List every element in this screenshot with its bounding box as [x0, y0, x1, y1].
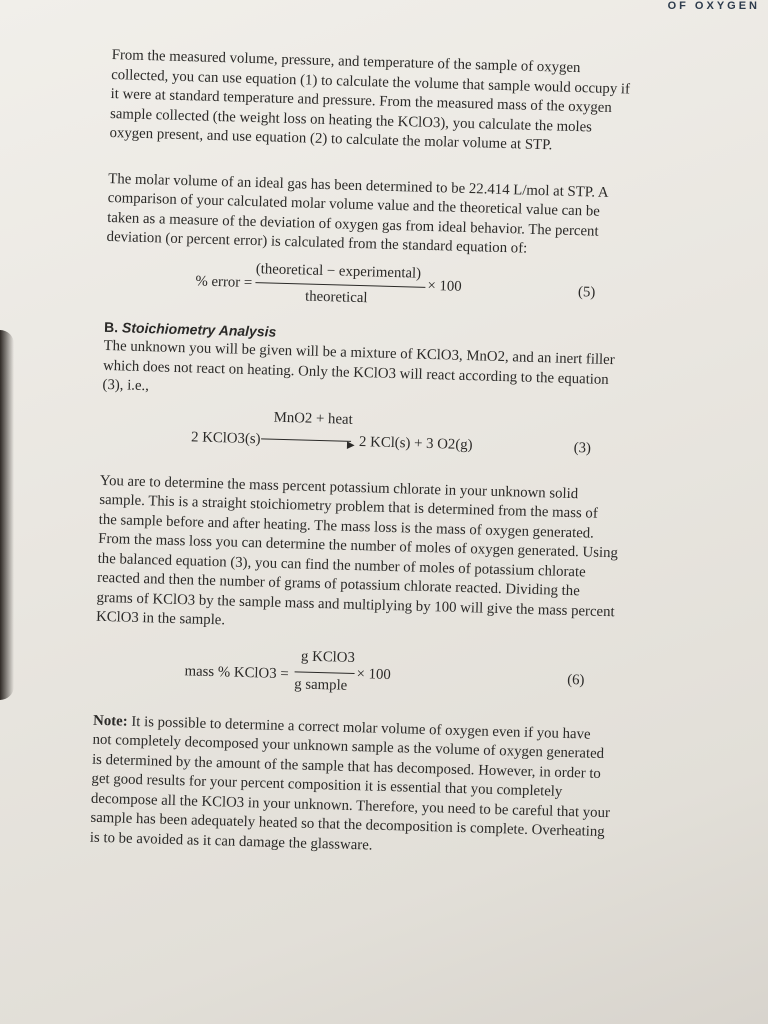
equation-mass-percent [94, 641, 615, 707]
paragraph-mass-percent: You are to determine the mass percent potassium chlorate in your unknown solid sample. This is a straight stoichiometry problem that is determined from the mass of the sample before and after heating. The mass loss is the mass of oxygen generated. From the mass loss you can determine the number of moles of oxygen generated. Using the balanced equation (3), you can find the number of moles of potassium chlorate reacted and then the number of grams of potassium chlorate reacted. Dividing the grams of KClO3 by the sample mass and multiplying by 100 will give the mass percent KClO3 in the sample. [95, 472, 619, 629]
arrowhead-icon: ▶ [346, 439, 355, 451]
equation-reaction [101, 403, 622, 467]
paragraph-unknown-mixture: The unknown you will be given will be a mixture of KClO3, MnO2, and an inert filler which does not react on heating. Only the KClO3 will react according to the equation (3), i.e., [102, 337, 615, 395]
page-edge-shadow [0, 330, 14, 700]
fraction-numerator: (theoretical − experimental) [255, 260, 422, 282]
reaction-products: 2 KCl(s) + 3 O2(g) [358, 433, 473, 453]
paragraph-stp-volume: From the measured volume, pressure, and temperature of the sample of oxygen collected, you can use equation (1) to calculate the volume that sample would occupy if it were at standard temperature and pressure. From the measured mass of the oxygen sample collected (the weight loss on heating the KClO3), you calculate the moles oxygen present, and use equation (2) to calculate the molar volume at STP. [109, 46, 631, 154]
note-text: It is possible to determine a correct molar volume of oxygen even if you have not completely decomposed your unknown sample as the volume of oxygen generated is determined by the amount of the sample that has decomposed. However, in order to get good results for your percent composition it is essential that you completely decompose all the KClO3 in your unknown. Therefore, you need to be careful that your sample has been adequately heated so that the decomposition is complete. Overheating is to be avoided as it can damage the glassware. [89, 713, 611, 854]
reaction-catalyst: MnO2 + heat [273, 409, 353, 428]
equation-number: (6) [567, 671, 585, 688]
page-body [90, 46, 632, 862]
fraction-bar [295, 671, 355, 674]
reaction-reactant: 2 KClO3(s) [190, 428, 261, 447]
note-label: Note: [92, 712, 128, 730]
section-title: Stoichiometry Analysis [121, 318, 277, 340]
equation-number: (3) [573, 439, 592, 457]
fraction-denominator: theoretical [304, 287, 368, 306]
reaction-arrow [261, 438, 351, 442]
fraction-numerator: g KClO3 [300, 648, 356, 666]
equation-lhs: mass % KClO3 = [184, 662, 289, 682]
equation-number: (5) [577, 283, 596, 301]
equation-percent-error [105, 255, 626, 319]
fraction-denominator: g sample [294, 675, 348, 694]
paragraph-molar-volume: The molar volume of an ideal gas has been determined to be 22.414 L/mol at STP. A comparison of your calculated molar volume value and the theoretical value can be taken as a measure of the deviation of oxygen gas from ideal behavior. The percent deviation (or percent error) is calculated from the standard equation of: [106, 170, 609, 257]
equation-multiplier: × 100 [356, 665, 392, 683]
note-paragraph [90, 711, 614, 862]
chapter-header: OF OXYGEN [667, 0, 760, 12]
equation-lhs: % error = [195, 272, 253, 291]
section-label: B. [103, 318, 119, 335]
equation-multiplier: × 100 [427, 277, 462, 295]
